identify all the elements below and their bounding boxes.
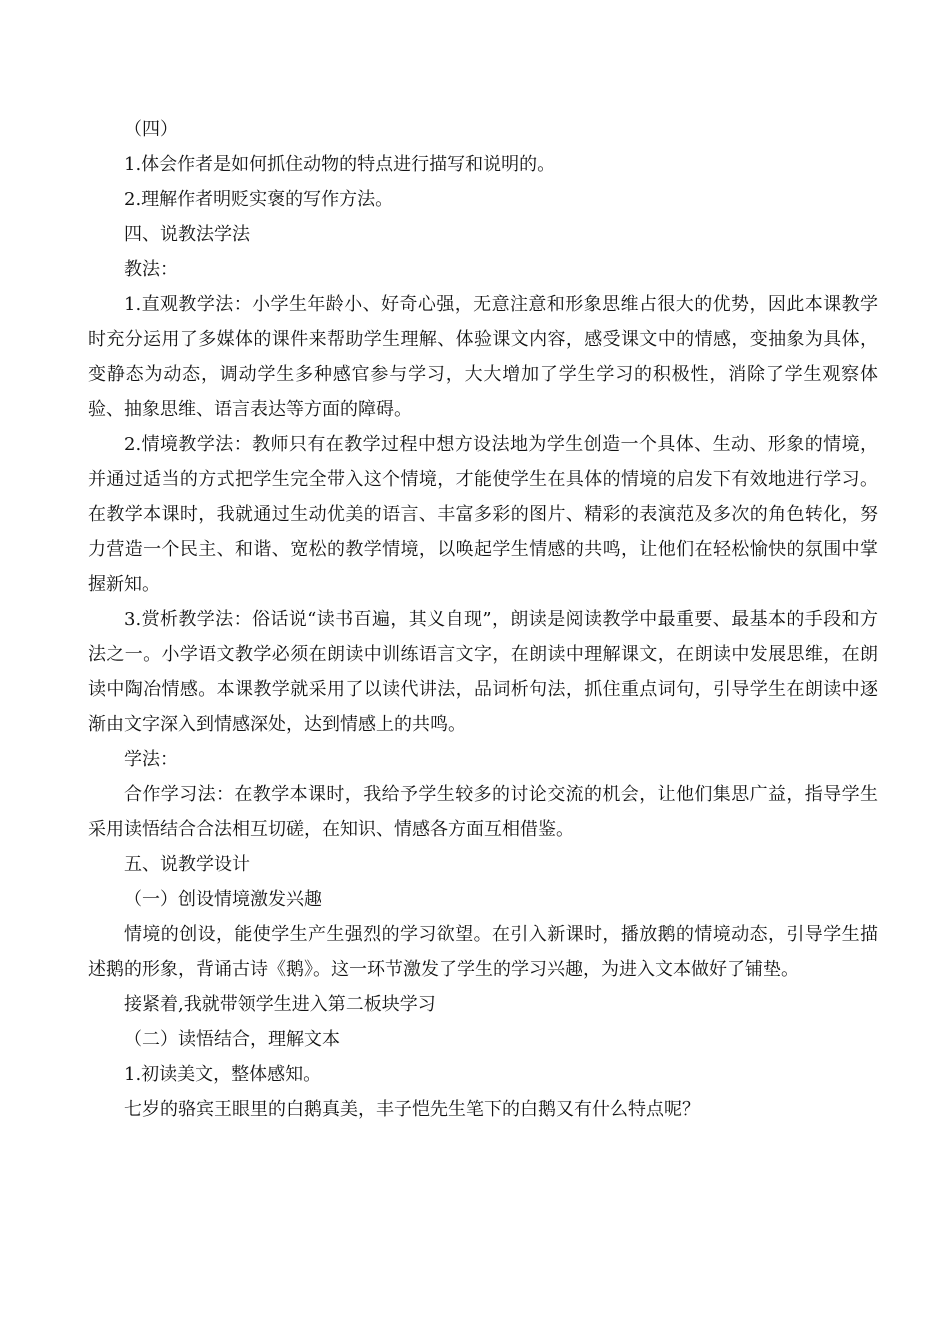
design-2-step-1: 1.初读美文，整体感知。 — [124, 1064, 322, 1085]
transition: 接紧着,我就带领学生进入第二板块学习 — [124, 994, 436, 1015]
learning-methods-label: 学法： — [124, 749, 178, 770]
goal-1: 1.体会作者是如何抓住动物的特点进行描写和说明的。 — [124, 154, 556, 175]
design-2-question: 七岁的骆宾王眼里的白鹅真美，丰子恺先生笔下的白鹅又有什么特点呢？ — [124, 1099, 700, 1120]
learning-method: 合作学习法：在教学本课时，我给予学生较多的讨论交流的机会，让他们集思广益，指导学生采用读悟结合合法相互切磋，在知识、情感各方面互相借鉴。 — [88, 784, 878, 840]
design-1-body: 情境的创设，能使学生产生强烈的学习欲望。在引入新课时，播放鹅的情境动态，引导学生描述鹅的形象，背诵古诗《鹅》。这一环节激发了学生的学习兴趣，为进入文本做好了铺垫。 — [88, 924, 878, 980]
design-2-heading: （二）读悟结合，理解文本 — [124, 1029, 340, 1050]
method-3: 3.赏析教学法：俗话说“读书百遍，其义自现”，朗读是阅读教学中最重要、最基本的手段和方法之一。小学语文教学必须在朗读中训练语言文字，在朗读中理解课文，在朗读中发展思维，在朗读中陶冶情感。本课教学就采用了以读代讲法，品词析句法，抓住重点词句，引导学生在朗读中逐渐由文字深入到情感深处，达到情感上的共鸣。 — [88, 609, 878, 735]
document-page — [88, 112, 878, 1127]
section-four-paren: （四） — [124, 119, 178, 140]
design-1-heading: （一）创设情境激发兴趣 — [124, 889, 322, 910]
goal-2: 2.理解作者明贬实褒的写作方法。 — [124, 189, 394, 210]
heading-five: 五、说教学设计 — [124, 854, 250, 875]
teaching-methods-label: 教法： — [124, 259, 178, 280]
heading-four: 四、说教法学法 — [124, 224, 250, 245]
method-1: 1.直观教学法：小学生年龄小、好奇心强，无意注意和形象思维占很大的优势，因此本课教学时充分运用了多媒体的课件来帮助学生理解、体验课文内容，感受课文中的情感，变抽象为具体，变静态为动态，调动学生多种感官参与学习，大大增加了学生学习的积极性，消除了学生观察体验、抽象思维、语言表达等方面的障碍。 — [88, 294, 878, 420]
method-2: 2.情境教学法：教师只有在教学过程中想方设法地为学生创造一个具体、生动、形象的情境，并通过适当的方式把学生完全带入这个情境，才能使学生在具体的情境的启发下有效地进行学习。在教学本课时，我就通过生动优美的语言、丰富多彩的图片、精彩的表演范及多次的角色转化，努力营造一个民主、和谐、宽松的教学情境，以唤起学生情感的共鸣，让他们在轻松愉快的氛围中掌握新知。 — [88, 434, 878, 595]
